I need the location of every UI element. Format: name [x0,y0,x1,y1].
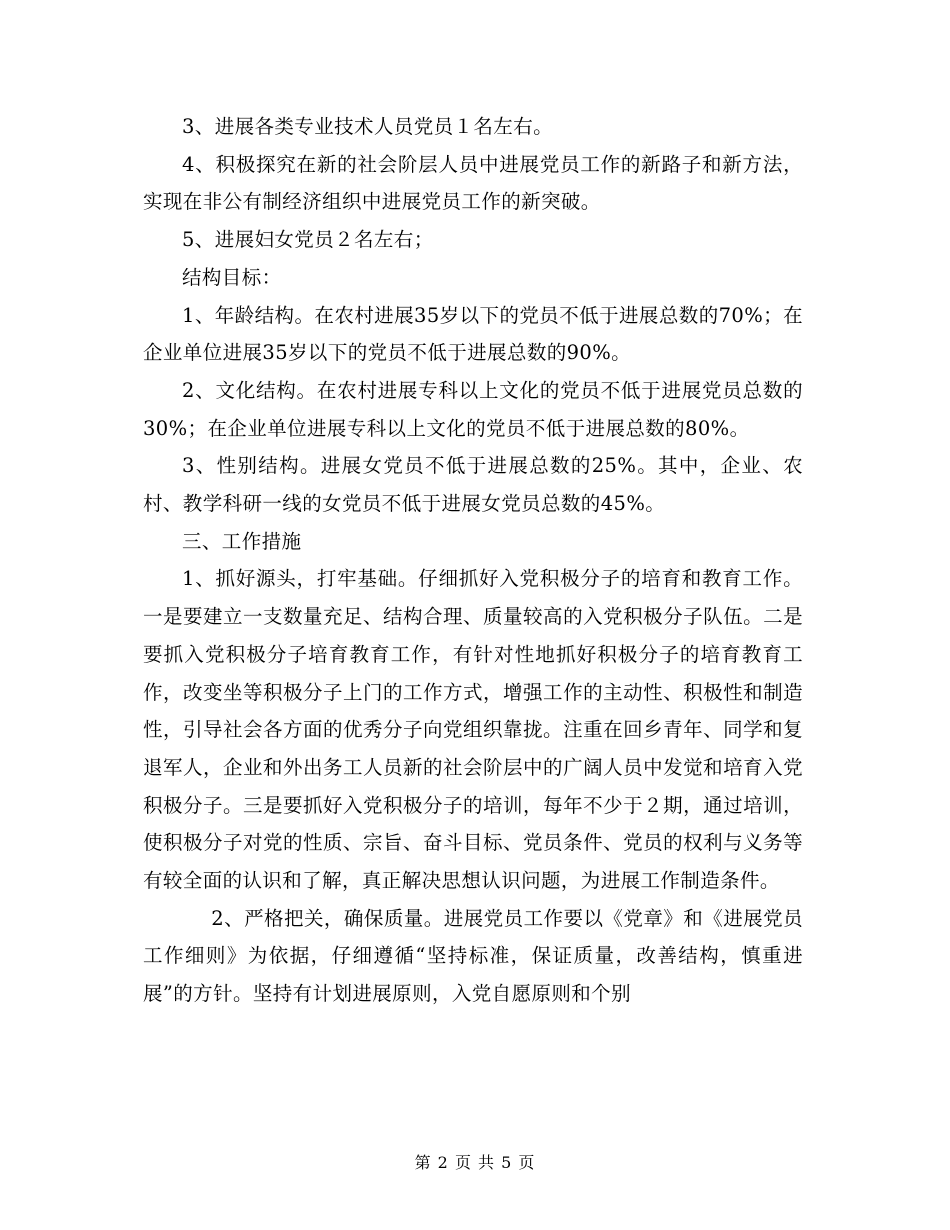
paragraph-measure-2: 2、严格把关，确保质量。进展党员工作要以《党章》和《进展党员工作细则》为依据，仔细遵循“坚持标准，保证质量，改善结构，慎重进展”的方针。坚持有计划进展原则，入党自愿原则和个别 [143,906,803,1006]
paragraph-age-structure: 1、年龄结构。在农村进展35岁以下的党员不低于进展总数的70%；在企业单位进展35岁以下的党员不低于进展总数的90%。 [143,303,803,365]
paragraph-goal-3: 3、进展各类专业技术人员党员１名左右。 [182,115,554,138]
page-number-footer: 第 2 页 共 5 页 [414,1153,536,1172]
paragraph-measure-1: 1、抓好源头，打牢基础。仔细抓好入党积极分子的培育和教育工作。一是要建立一支数量充足、结构合理、质量较高的入党积极分子队伍。二是要抓入党积极分子培育教育工作，有针对性地抓好积极分子的培育教育工作，改变坐等积极分子上门的工作方式，增强工作的主动性、积极性和制造性，引导社会各方面的优秀分子向党组织靠拢。注重在回乡青年、同学和复退军人，企业和外出务工人员新的社会阶层中的广阔人员中发觉和培育入党积极分子。三是要抓好入党积极分子的培训，每年不少于２期，通过培训，使积极分子对党的性质、宗旨、奋斗目标、党员条件、党员的权利与义务等有较全面的认识和了解，真正解决思想认识问题，为进展工作制造条件。 [143,567,803,893]
document-body [143,108,803,1013]
paragraph-goal-5: 5、进展妇女党员２名左右； [182,228,434,252]
paragraph-education-structure: 2、文化结构。在农村进展专科以上文化的党员不低于进展党员总数的30%；在企业单位进展专科以上文化的党员不低于进展总数的80%。 [143,378,803,440]
section-heading-work-measures: 三、工作措施 [182,529,302,553]
paragraph-gender-structure: 3、性别结构。进展女党员不低于进展总数的25%。其中，企业、农村、教学科研一线的女党员不低于进展女党员总数的45%。 [143,454,803,516]
paragraph-structure-heading: 结构目标： [182,265,282,289]
paragraph-goal-4: 4、积极探究在新的社会阶层人员中进展党员工作的新路子和新方法，实现在非公有制经济组织中进展党员工作的新突破。 [143,152,803,214]
